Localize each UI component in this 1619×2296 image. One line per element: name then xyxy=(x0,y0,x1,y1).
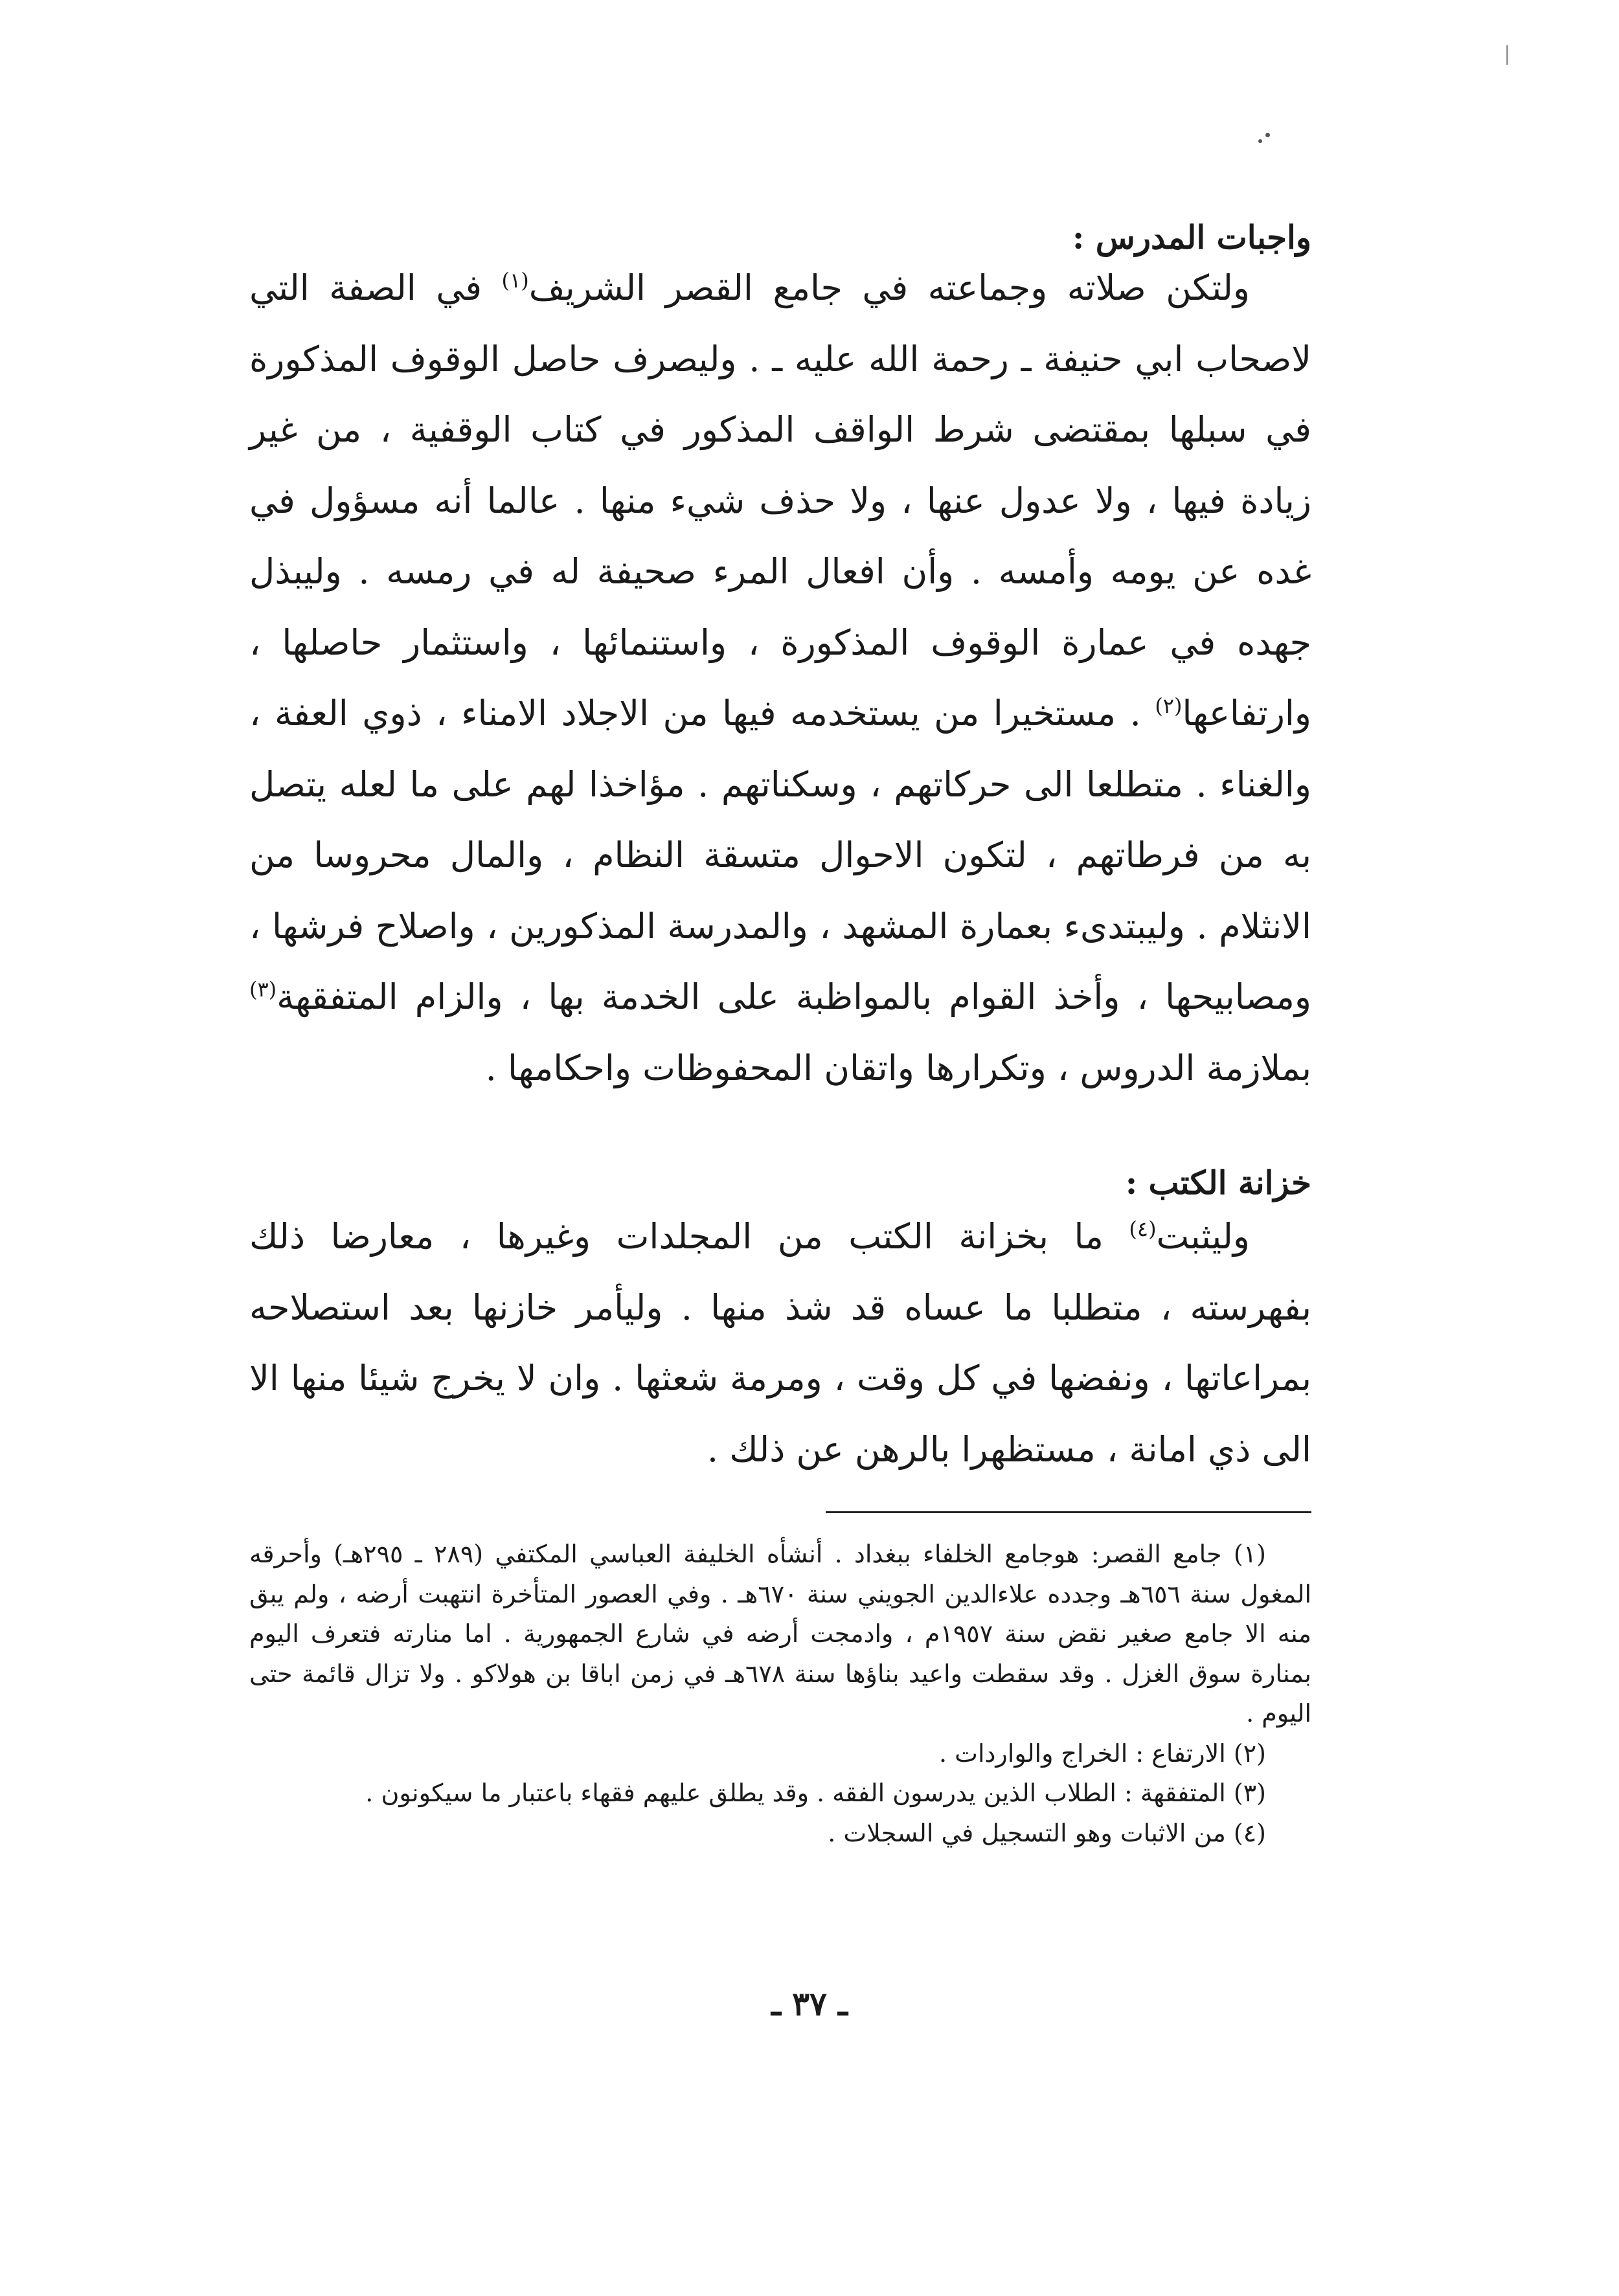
footnote-separator xyxy=(826,1511,1311,1513)
paragraph-text: ما بخزانة الكتب من المجلدات وغيرها ، معارضا ذلك بفهرسته ، متطلبا ما عساه قد شذ منها . وليأمر خازنها بعد استصلاحه بمراعاتها ، ونفضها في كل وقت ، ومرمة شعثها . وان لا يخرج شيئا منها الا الى ذي امانة ، مستظهرا بالرهن عن ذلك . xyxy=(249,1216,1311,1470)
section-body-book-treasury xyxy=(249,1201,1311,1485)
paragraph-text: . مستخيرا من يستخدمه فيها من الاجلاد الامناء ، ذوي العفة ، والغناء . متطلعا الى حركاتهم ، وسكناتهم . مؤاخذا لهم على ما لعله يتصل به من فرطاتهم ، لتكون الاحوال متسقة النظام ، والمال محروسا من الانثلام . وليبتدىء بعمارة المشهد ، والمدرسة المذكورين ، واصلاح فرشها ، ومصابيحها ، وأخذ القوام بالمواظبة على الخدمة بها ، والزام المتفقهة xyxy=(249,693,1311,1017)
footnote-ref: (٤) xyxy=(1129,1217,1157,1241)
scan-speck xyxy=(1265,133,1270,137)
paragraph-text: وليثبت xyxy=(1156,1216,1250,1257)
footnote-ref: (٢) xyxy=(1155,693,1183,718)
footnote-1: (١) جامع القصر: هوجامع الخلفاء ببغداد . أنشأه الخليفة العباسي المكتفي (٢٨٩ ـ ٢٩٥هـ) وأحرقه المغول سنة ٦٥٦هـ وجدده علاءالدين الجويني سنة ٦٧٠هـ . وفي العصور المتأخرة انتهبت أرضه ، ولم يبق منه الا جامع صغير نقض سنة ١٩٥٧م ، وادمجت أرضه في شارع الجمهورية . اما منارته فتعرف اليوم بمنارة سوق الغزل . وقد سقطت واعيد بناؤها سنة ٦٧٨هـ في زمن اباقا بن هولاكو . ولا تزال قائمة حتى اليوم . xyxy=(249,1540,1312,1728)
footnote-ref: (٣) xyxy=(249,977,277,1002)
footnote-3: (٣) المتفقهة : الطلاب الذين يدرسون الفقه . وقد يطلق عليهم فقهاء باعتبار ما سيكونون . xyxy=(365,1779,1266,1807)
paragraph xyxy=(249,253,1311,1103)
footnote-4: (٤) من الاثبات وهو التسجيل في السجلات . xyxy=(828,1818,1266,1847)
footnotes xyxy=(249,1535,1311,1853)
page-number: ـ ٣٧ ـ xyxy=(771,1985,848,2023)
paragraph xyxy=(249,1201,1311,1485)
section-heading-teacher-duties: واجبات المدرس : xyxy=(1072,218,1311,256)
section-body-teacher-duties xyxy=(249,253,1311,1103)
scan-edge-mark xyxy=(1506,45,1508,65)
footnote-ref: (١) xyxy=(501,268,529,293)
footnote-2: (٢) الارتفاع : الخراج والواردات . xyxy=(939,1739,1266,1768)
paragraph-text: ولتكن صلاته وجماعته في جامع القصر الشريف xyxy=(528,267,1250,308)
section-heading-book-treasury: خزانة الكتب : xyxy=(1125,1163,1311,1202)
paragraph-text: في الصفة التي لاصحاب ابي حنيفة ـ رحمة الله عليه ـ . وليصرف حاصل الوقوف المذكورة في سبلها بمقتضى شرط الواقف المذكور في كتاب الوقفية ، من غير زيادة فيها ، ولا عدول عنها ، ولا حذف شيء منها . عالما أنه مسؤول في غده عن يومه وأمسه . وأن افعال المرء صحيفة له في رمسه . وليبذل جهده في عمارة الوقوف المذكورة ، واستنمائها ، واستثمار حاصلها ، وارتفاعها xyxy=(249,267,1312,734)
paragraph-text: بملازمة الدروس ، وتكرارها واتقان المحفوظات واحكامها . xyxy=(485,1047,1311,1088)
scan-speck xyxy=(1258,139,1262,143)
